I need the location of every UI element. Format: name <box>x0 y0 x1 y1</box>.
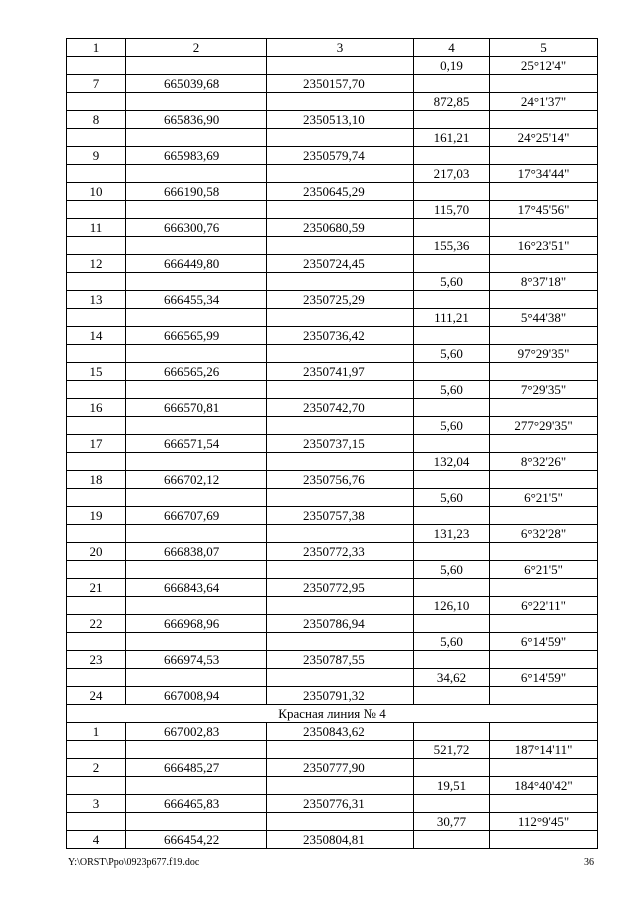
direction-angle: 5°44'38" <box>490 309 598 327</box>
segment-row <box>67 237 598 255</box>
segment-length: 155,36 <box>414 237 490 255</box>
coord-y: 2350725,29 <box>267 291 414 309</box>
segment-row <box>67 453 598 471</box>
point-number: 16 <box>67 399 126 417</box>
angle-cell <box>490 579 598 597</box>
coord-y <box>267 237 414 255</box>
segment-row <box>67 741 598 759</box>
point-number: 4 <box>67 831 126 849</box>
point-row <box>67 615 598 633</box>
point-row <box>67 759 598 777</box>
segment-row <box>67 525 598 543</box>
coord-y <box>267 129 414 147</box>
point-number: 14 <box>67 327 126 345</box>
coord-x <box>126 237 267 255</box>
point-number: 1 <box>67 723 126 741</box>
point-number <box>67 777 126 795</box>
point-number: 10 <box>67 183 126 201</box>
point-number <box>67 633 126 651</box>
coord-x: 665039,68 <box>126 75 267 93</box>
segment-length: 131,23 <box>414 525 490 543</box>
coord-x: 667002,83 <box>126 723 267 741</box>
angle-cell <box>490 327 598 345</box>
point-row <box>67 723 598 741</box>
length-cell <box>414 471 490 489</box>
coord-x <box>126 273 267 291</box>
point-row <box>67 579 598 597</box>
point-number <box>67 669 126 687</box>
coord-y <box>267 453 414 471</box>
segment-length: 19,51 <box>414 777 490 795</box>
point-row <box>67 471 598 489</box>
point-row <box>67 147 598 165</box>
coord-x: 667008,94 <box>126 687 267 705</box>
point-number: 20 <box>67 543 126 561</box>
angle-cell <box>490 471 598 489</box>
segment-length: 111,21 <box>414 309 490 327</box>
coord-y <box>267 273 414 291</box>
segment-length: 5,60 <box>414 561 490 579</box>
direction-angle: 6°14'59" <box>490 669 598 687</box>
point-number: 3 <box>67 795 126 813</box>
coord-x: 666465,83 <box>126 795 267 813</box>
point-row <box>67 75 598 93</box>
direction-angle: 184°40'42" <box>490 777 598 795</box>
coord-y: 2350787,55 <box>267 651 414 669</box>
footer-file-path: Y:\ORST\Ppo\0923p677.f19.doc <box>68 857 200 868</box>
angle-cell <box>490 543 598 561</box>
segment-row <box>67 345 598 363</box>
coord-y <box>267 93 414 111</box>
direction-angle: 187°14'11" <box>490 741 598 759</box>
header-row <box>67 39 598 57</box>
segment-row <box>67 57 598 75</box>
segment-row <box>67 489 598 507</box>
segment-row <box>67 417 598 435</box>
coord-y <box>267 381 414 399</box>
direction-angle: 24°1'37" <box>490 93 598 111</box>
length-cell <box>414 543 490 561</box>
point-row <box>67 255 598 273</box>
angle-cell <box>490 435 598 453</box>
length-cell <box>414 183 490 201</box>
coord-y: 2350772,95 <box>267 579 414 597</box>
point-row <box>67 183 598 201</box>
segment-row <box>67 669 598 687</box>
coord-y: 2350724,45 <box>267 255 414 273</box>
point-number <box>67 309 126 327</box>
length-cell <box>414 219 490 237</box>
coord-y: 2350776,31 <box>267 795 414 813</box>
coord-y <box>267 669 414 687</box>
point-number: 19 <box>67 507 126 525</box>
coord-y <box>267 57 414 75</box>
coord-y <box>267 597 414 615</box>
point-number <box>67 381 126 399</box>
coord-y: 2350513,10 <box>267 111 414 129</box>
direction-angle: 25°12'4" <box>490 57 598 75</box>
segment-row <box>67 309 598 327</box>
segment-row <box>67 777 598 795</box>
coord-y: 2350680,59 <box>267 219 414 237</box>
coord-x <box>126 561 267 579</box>
segment-length: 217,03 <box>414 165 490 183</box>
point-row <box>67 795 598 813</box>
direction-angle: 16°23'51" <box>490 237 598 255</box>
length-cell <box>414 615 490 633</box>
coord-y: 2350736,42 <box>267 327 414 345</box>
coord-y: 2350742,70 <box>267 399 414 417</box>
length-cell <box>414 291 490 309</box>
header-cell-4: 4 <box>414 39 490 57</box>
point-number: 9 <box>67 147 126 165</box>
segment-row <box>67 273 598 291</box>
direction-angle: 277°29'35" <box>490 417 598 435</box>
coord-x: 666300,76 <box>126 219 267 237</box>
table-body <box>67 39 598 849</box>
direction-angle: 6°21'5" <box>490 489 598 507</box>
direction-angle: 24°25'14" <box>490 129 598 147</box>
segment-length: 161,21 <box>414 129 490 147</box>
angle-cell <box>490 183 598 201</box>
length-cell <box>414 111 490 129</box>
length-cell <box>414 795 490 813</box>
point-row <box>67 435 598 453</box>
segment-length: 126,10 <box>414 597 490 615</box>
direction-angle: 7°29'35" <box>490 381 598 399</box>
coord-y: 2350786,94 <box>267 615 414 633</box>
length-cell <box>414 75 490 93</box>
direction-angle: 6°14'59" <box>490 633 598 651</box>
coord-x <box>126 345 267 363</box>
coord-x <box>126 777 267 795</box>
coord-x <box>126 525 267 543</box>
direction-angle: 17°45'56" <box>490 201 598 219</box>
point-number <box>67 525 126 543</box>
coord-y: 2350772,33 <box>267 543 414 561</box>
coord-x <box>126 201 267 219</box>
point-number <box>67 741 126 759</box>
coord-x <box>126 309 267 327</box>
section-title: Красная линия № 4 <box>67 705 598 723</box>
coord-y <box>267 525 414 543</box>
length-cell <box>414 327 490 345</box>
segment-length: 34,62 <box>414 669 490 687</box>
length-cell <box>414 255 490 273</box>
coord-x <box>126 741 267 759</box>
coord-x: 666449,80 <box>126 255 267 273</box>
coord-x <box>126 597 267 615</box>
coord-x: 666974,53 <box>126 651 267 669</box>
coord-x: 666968,96 <box>126 615 267 633</box>
length-cell <box>414 759 490 777</box>
coord-x <box>126 93 267 111</box>
angle-cell <box>490 255 598 273</box>
coord-y <box>267 561 414 579</box>
segment-length: 5,60 <box>414 489 490 507</box>
point-number <box>67 57 126 75</box>
coord-y: 2350579,74 <box>267 147 414 165</box>
segment-length: 132,04 <box>414 453 490 471</box>
segment-length: 521,72 <box>414 741 490 759</box>
header-cell-2: 2 <box>126 39 267 57</box>
coord-y <box>267 165 414 183</box>
angle-cell <box>490 291 598 309</box>
point-number: 15 <box>67 363 126 381</box>
segment-length: 5,60 <box>414 633 490 651</box>
coord-x: 666565,26 <box>126 363 267 381</box>
coord-y: 2350737,15 <box>267 435 414 453</box>
coord-x: 666571,54 <box>126 435 267 453</box>
length-cell <box>414 435 490 453</box>
coord-y: 2350741,97 <box>267 363 414 381</box>
coord-x: 666485,27 <box>126 759 267 777</box>
direction-angle: 6°32'28" <box>490 525 598 543</box>
coord-x: 666190,58 <box>126 183 267 201</box>
point-row <box>67 543 598 561</box>
angle-cell <box>490 219 598 237</box>
angle-cell <box>490 147 598 165</box>
length-cell <box>414 399 490 417</box>
point-number: 11 <box>67 219 126 237</box>
segment-length: 5,60 <box>414 381 490 399</box>
point-number: 23 <box>67 651 126 669</box>
point-number <box>67 93 126 111</box>
length-cell <box>414 651 490 669</box>
length-cell <box>414 579 490 597</box>
angle-cell <box>490 111 598 129</box>
length-cell <box>414 507 490 525</box>
coordinates-table <box>66 38 598 849</box>
section-row <box>67 705 598 723</box>
point-row <box>67 363 598 381</box>
point-number <box>67 453 126 471</box>
coord-x <box>126 381 267 399</box>
coord-x <box>126 453 267 471</box>
point-number <box>67 813 126 831</box>
coord-x <box>126 633 267 651</box>
coord-x: 666702,12 <box>126 471 267 489</box>
point-number <box>67 237 126 255</box>
point-row <box>67 831 598 849</box>
point-row <box>67 291 598 309</box>
coord-x: 666570,81 <box>126 399 267 417</box>
segment-row <box>67 381 598 399</box>
angle-cell <box>490 795 598 813</box>
coord-y <box>267 489 414 507</box>
direction-angle: 17°34'44" <box>490 165 598 183</box>
footer-page-number: 36 <box>584 857 594 868</box>
segment-length: 0,19 <box>414 57 490 75</box>
point-number <box>67 201 126 219</box>
point-row <box>67 507 598 525</box>
point-number: 18 <box>67 471 126 489</box>
length-cell <box>414 687 490 705</box>
coord-y: 2350645,29 <box>267 183 414 201</box>
coord-x <box>126 417 267 435</box>
coord-x: 666565,99 <box>126 327 267 345</box>
point-number <box>67 489 126 507</box>
coord-y: 2350843,62 <box>267 723 414 741</box>
coord-y <box>267 813 414 831</box>
point-number <box>67 597 126 615</box>
coord-y: 2350757,38 <box>267 507 414 525</box>
coord-x <box>126 669 267 687</box>
coord-y: 2350777,90 <box>267 759 414 777</box>
coord-x: 666843,64 <box>126 579 267 597</box>
coord-x: 666707,69 <box>126 507 267 525</box>
point-number <box>67 165 126 183</box>
coord-x: 666455,34 <box>126 291 267 309</box>
header-cell-1: 1 <box>67 39 126 57</box>
coord-x: 665836,90 <box>126 111 267 129</box>
segment-row <box>67 129 598 147</box>
point-row <box>67 219 598 237</box>
segment-length: 5,60 <box>414 345 490 363</box>
segment-length: 5,60 <box>414 273 490 291</box>
point-number <box>67 345 126 363</box>
coord-y: 2350804,81 <box>267 831 414 849</box>
coord-y: 2350756,76 <box>267 471 414 489</box>
coord-x: 665983,69 <box>126 147 267 165</box>
segment-row <box>67 597 598 615</box>
segment-length: 872,85 <box>414 93 490 111</box>
segment-row <box>67 93 598 111</box>
point-number <box>67 417 126 435</box>
point-row <box>67 399 598 417</box>
length-cell <box>414 363 490 381</box>
angle-cell <box>490 687 598 705</box>
length-cell <box>414 831 490 849</box>
direction-angle: 112°9'45" <box>490 813 598 831</box>
coord-y <box>267 201 414 219</box>
angle-cell <box>490 831 598 849</box>
header-cell-5: 5 <box>490 39 598 57</box>
segment-length: 115,70 <box>414 201 490 219</box>
point-row <box>67 327 598 345</box>
angle-cell <box>490 507 598 525</box>
angle-cell <box>490 75 598 93</box>
point-number: 8 <box>67 111 126 129</box>
coord-x <box>126 129 267 147</box>
direction-angle: 6°21'5" <box>490 561 598 579</box>
coord-x <box>126 489 267 507</box>
segment-row <box>67 201 598 219</box>
coord-y <box>267 309 414 327</box>
coord-y <box>267 417 414 435</box>
point-row <box>67 111 598 129</box>
point-row <box>67 687 598 705</box>
direction-angle: 97°29'35" <box>490 345 598 363</box>
coord-x <box>126 57 267 75</box>
point-number: 24 <box>67 687 126 705</box>
segment-row <box>67 633 598 651</box>
angle-cell <box>490 723 598 741</box>
direction-angle: 6°22'11" <box>490 597 598 615</box>
direction-angle: 8°37'18" <box>490 273 598 291</box>
segment-length: 5,60 <box>414 417 490 435</box>
coord-x: 666454,22 <box>126 831 267 849</box>
coord-y <box>267 345 414 363</box>
point-number <box>67 273 126 291</box>
point-number: 17 <box>67 435 126 453</box>
coord-x: 666838,07 <box>126 543 267 561</box>
coord-y <box>267 741 414 759</box>
point-number: 2 <box>67 759 126 777</box>
angle-cell <box>490 615 598 633</box>
segment-row <box>67 813 598 831</box>
segment-row <box>67 561 598 579</box>
coord-y: 2350157,70 <box>267 75 414 93</box>
point-number: 7 <box>67 75 126 93</box>
coord-y <box>267 633 414 651</box>
coord-y: 2350791,32 <box>267 687 414 705</box>
length-cell <box>414 147 490 165</box>
angle-cell <box>490 759 598 777</box>
point-number: 13 <box>67 291 126 309</box>
coord-x <box>126 813 267 831</box>
segment-row <box>67 165 598 183</box>
coord-y <box>267 777 414 795</box>
point-number <box>67 561 126 579</box>
header-cell-3: 3 <box>267 39 414 57</box>
point-row <box>67 651 598 669</box>
point-number <box>67 129 126 147</box>
point-number: 22 <box>67 615 126 633</box>
angle-cell <box>490 651 598 669</box>
direction-angle: 8°32'26" <box>490 453 598 471</box>
segment-length: 30,77 <box>414 813 490 831</box>
point-number: 12 <box>67 255 126 273</box>
point-number: 21 <box>67 579 126 597</box>
length-cell <box>414 723 490 741</box>
angle-cell <box>490 363 598 381</box>
coord-x <box>126 165 267 183</box>
angle-cell <box>490 399 598 417</box>
